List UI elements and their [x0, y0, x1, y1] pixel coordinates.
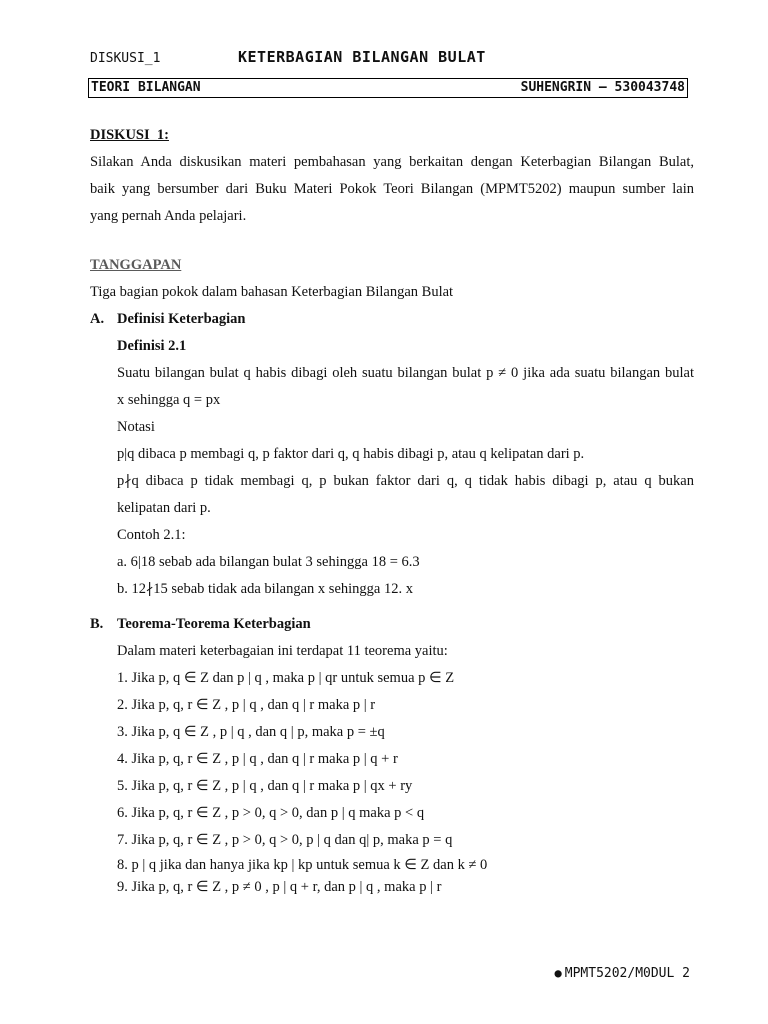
definition-line-1: Suatu bilangan bulat q habis dibagi oleh suatu bilangan bulat p ≠ 0 jika ada suatu bilangan bulat [117, 365, 694, 381]
header-top [90, 48, 690, 70]
theorem-3: 3. Jika p, q ∈ Z , p | q , dan q | p, maka p = ±q [117, 724, 385, 740]
theorem-6: 6. Jika p, q, r ∈ Z , p > 0, q > 0, dan p | q maka p < q [117, 805, 425, 821]
notation-not-divides-1: p∤q dibaca p tidak membagi q, p bukan faktor dari q, q tidak habis dibagi p, atau q bukan [117, 473, 694, 489]
section-a-heading [90, 306, 694, 333]
section-b-label: B. [90, 616, 104, 632]
example-b: b. 12∤15 sebab tidak ada bilangan x sehingga 12. x [117, 581, 413, 597]
response-heading: TANGGAPAN [90, 257, 182, 273]
theorem-5: 5. Jika p, q, r ∈ Z , p | q , dan q | r maka p | qx + ry [117, 778, 413, 794]
header-box [88, 78, 688, 98]
definition-line-2: x sehingga q = px [117, 392, 221, 408]
doc-code: DISKUSI_1 [90, 51, 161, 66]
page-footer [555, 966, 690, 981]
footer-text: MPMT5202/M0DUL 2 [564, 966, 690, 981]
document-body [90, 122, 694, 898]
theorem-7: 7. Jika p, q, r ∈ Z , p > 0, q > 0, p | q dan q| p, maka p = q [117, 832, 453, 848]
theorem-8: 8. p | q jika dan hanya jika kp | kp untuk semua k ∈ Z dan k ≠ 0 [117, 857, 488, 873]
section-b-heading [90, 611, 694, 638]
task-line-3: yang pernah Anda pelajari. [90, 208, 247, 224]
course-name: TEORI BILANGAN [91, 80, 201, 95]
task-line-2: baik yang bersumber dari Buku Materi Pokok Teori Bilangan (MPMT5202) maupun sumber lain [90, 181, 694, 197]
bullet-icon: ● [554, 966, 562, 980]
theorem-2: 2. Jika p, q, r ∈ Z , p | q , dan q | r maka p | r [117, 697, 376, 713]
definition-title: Definisi 2.1 [117, 338, 187, 354]
notation-divides: p|q dibaca p membagi q, p faktor dari q, q habis dibagi p, atau q kelipatan dari p. [117, 446, 585, 462]
section-b-intro: Dalam materi keterbagaian ini terdapat 11 teorema yaitu: [117, 643, 448, 659]
theorem-4: 4. Jika p, q, r ∈ Z , p | q , dan q | r maka p | q + r [117, 751, 398, 767]
response-intro: Tiga bagian pokok dalam bahasan Keterbagian Bilangan Bulat [90, 284, 454, 300]
section-b-title: Teorema-Teorema Keterbagian [117, 616, 311, 632]
example-title: Contoh 2.1: [117, 527, 186, 543]
task-heading: DISKUSI_1: [90, 127, 169, 143]
section-a-label: A. [90, 311, 105, 327]
notation-label: Notasi [117, 419, 155, 435]
theorem-9: 9. Jika p, q, r ∈ Z , p ≠ 0 , p | q + r, dan p | q , maka p | r [117, 879, 442, 895]
author-id: SUHENGRIN – 530043748 [520, 80, 685, 95]
theorem-1: 1. Jika p, q ∈ Z dan p | q , maka p | qr untuk semua p ∈ Z [117, 670, 455, 686]
section-a-title: Definisi Keterbagian [117, 311, 246, 327]
doc-title: KETERBAGIAN BILANGAN BULAT [238, 48, 486, 66]
example-a: a. 6|18 sebab ada bilangan bulat 3 sehingga 18 = 6.3 [117, 554, 420, 570]
notation-not-divides-2: kelipatan dari p. [117, 500, 211, 516]
task-line-1: Silakan Anda diskusikan materi pembahasan yang berkaitan dengan Keterbagian Bilangan Bulat, [90, 154, 694, 170]
